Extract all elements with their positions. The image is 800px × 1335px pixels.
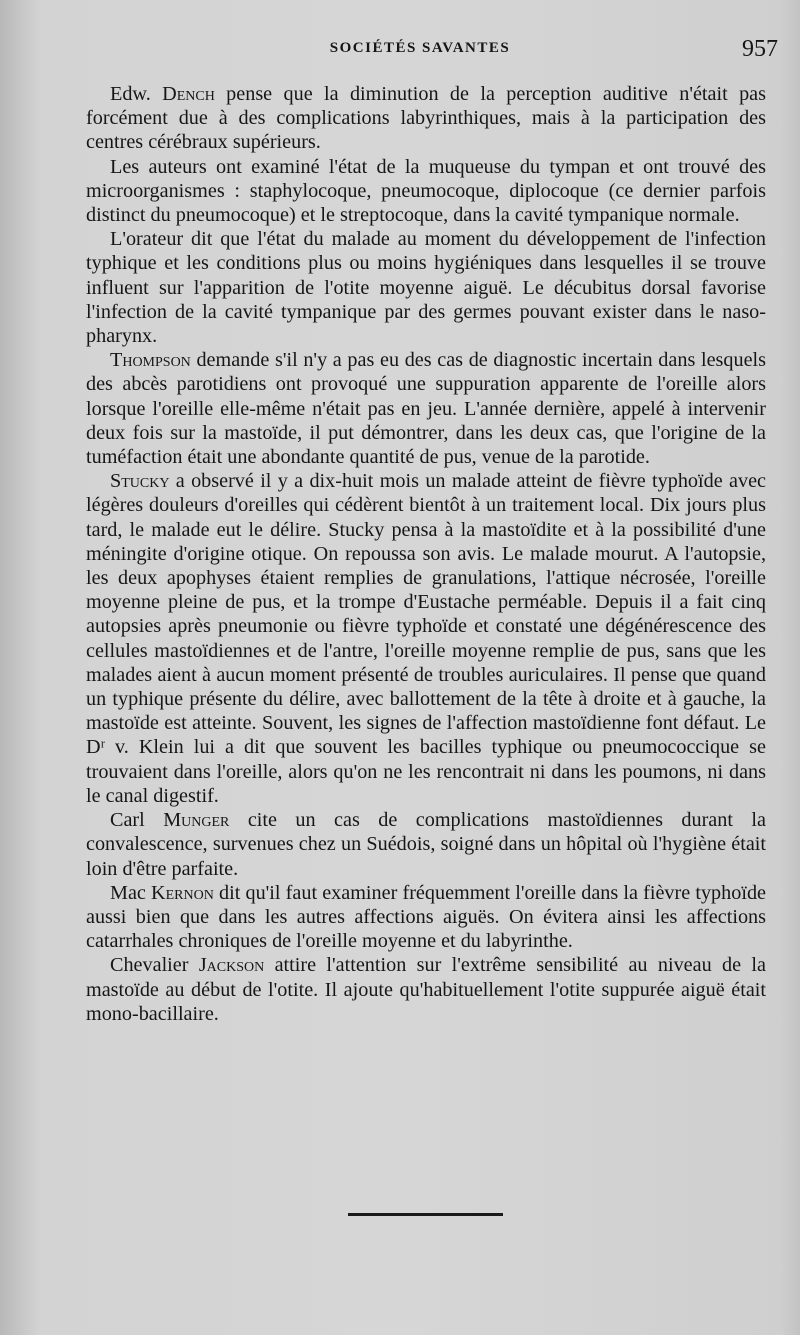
- speaker-name: Thompson: [110, 349, 191, 372]
- paragraph-text: L'orateur dit que l'état du malade au moment du développement de l'infection typhique et les conditions plus ou moins hygiéniques dans lesquelles il se trouve influent sur l'apparition de l'otite moyenne aiguë. Le décubitus dorsal favorise l'infection de la cavité tympanique par des germes pouvant exister dans le naso-pharynx.: [86, 228, 766, 348]
- end-rule: [348, 1213, 503, 1216]
- paragraph-thompson: [86, 348, 766, 469]
- page-number: 957: [742, 36, 778, 62]
- speaker-name: Kernon: [151, 881, 214, 904]
- running-head: SOCIÉTÉS SAVANTES: [329, 40, 511, 56]
- speaker-first-name: Edw.: [110, 83, 163, 105]
- speaker-name: Munger: [163, 809, 230, 832]
- paragraph-munger: [86, 808, 766, 881]
- paragraph-text: pense que la diminution de la perception auditive n'était pas forcément due à des complications labyrinthiques, mais à la participation des centres cérébraux supérieurs.: [86, 83, 766, 154]
- speaker-first-name: Chevalier: [110, 954, 199, 977]
- speaker-name: Jackson: [198, 954, 265, 977]
- paragraph-text: demande s'il n'y a pas eu des cas de diagnostic incertain dans lesquels des abcès parotidiens ont provoqué une suppuration apparente de l'oreille alors lorsque l'oreille elle-même n'était pas en jeu. L'année dernière, appelé à intervenir deux fois sur la mastoïde, il put démontrer, dans les deux cas, que l'origine de la tuméfaction était une abondante quantité de pus, venue de la parotide.: [86, 349, 766, 469]
- speaker-name: Dench: [162, 83, 215, 105]
- paragraph-text: cite un cas de complications mastoïdiennes durant la convalescence, survenues chez un Suédois, soigné dans un hôpital où l'hygiène était loin d'être parfaite.: [86, 809, 766, 880]
- paragraph-text: a observé il y a dix-huit mois un malade atteint de fièvre typhoïde avec légères douleurs d'oreilles qui cédèrent bientôt à un traitement local. Dix jours plus tard, le malade eut le délire. Stucky pensa à la mastoïdite et à la possibilité d'une méningite d'origine otique. On repoussa son avis. Le malade mourut. A l'autopsie, les deux apophyses étaient remplies de granulations, l'attique nécrosée, l'oreille moyenne pleine de pus, et la trompe d'Eustache perméable. Depuis il a fait cinq autopsies après pneumonie ou fièvre typhoïde et constaté une dégénérescence des cellules mastoïdiennes et de l'antre, l'oreille moyenne remplie de pus, sans que les malades aient à aucun moment présenté de troubles auriculaires. Il pense que quand un typhique présente du délire, avec ballottement de la tête à droite et à gauche, la mastoïde est atteinte. Souvent, les signes de l'affection mastoïdienne font défaut. Le Dʳ v. Klein lui a dit que souvent les bacilles typhique ou pneumococcique se trouvaient dans l'oreille, alors qu'on ne les rencontrait ni dans les poumons, ni dans le canal digestif.: [86, 470, 766, 807]
- paragraph-text: attire l'attention sur l'extrême sensibilité au niveau de la mastoïde au début de l'otite. Il ajoute qu'habituellement l'otite suppurée aiguë était mono-bacillaire.: [86, 954, 766, 1025]
- speaker-name: Stucky: [110, 470, 170, 493]
- speaker-first-name: Mac: [110, 881, 152, 904]
- paragraph-dench: [86, 82, 766, 155]
- paragraph-text: Les auteurs ont examiné l'état de la muqueuse du tympan et ont trouvé des microorganismes : staphylocoque, pneumocoque, diplocoque (ce dernier parfois distinct du pneumocoque) et le streptocoque, dans la cavité tympanique normale.: [86, 155, 766, 227]
- paragraph-stucky: [86, 469, 766, 808]
- paragraph-text: dit qu'il faut examiner fréquemment l'oreille dans la fièvre typhoïde aussi bien que dans les autres affections aiguës. On évitera ainsi les affections catarrhales chroniques de l'oreille moyenne et du labyrinthe.: [86, 881, 766, 953]
- paragraph-orateur: [86, 227, 766, 348]
- speaker-first-name: Carl: [110, 809, 164, 832]
- paragraph-kernon: [86, 881, 766, 954]
- page-header: [0, 36, 800, 66]
- paragraph-authors: [86, 155, 766, 228]
- paragraph-jackson: [86, 953, 766, 1026]
- article-body: [86, 82, 766, 1026]
